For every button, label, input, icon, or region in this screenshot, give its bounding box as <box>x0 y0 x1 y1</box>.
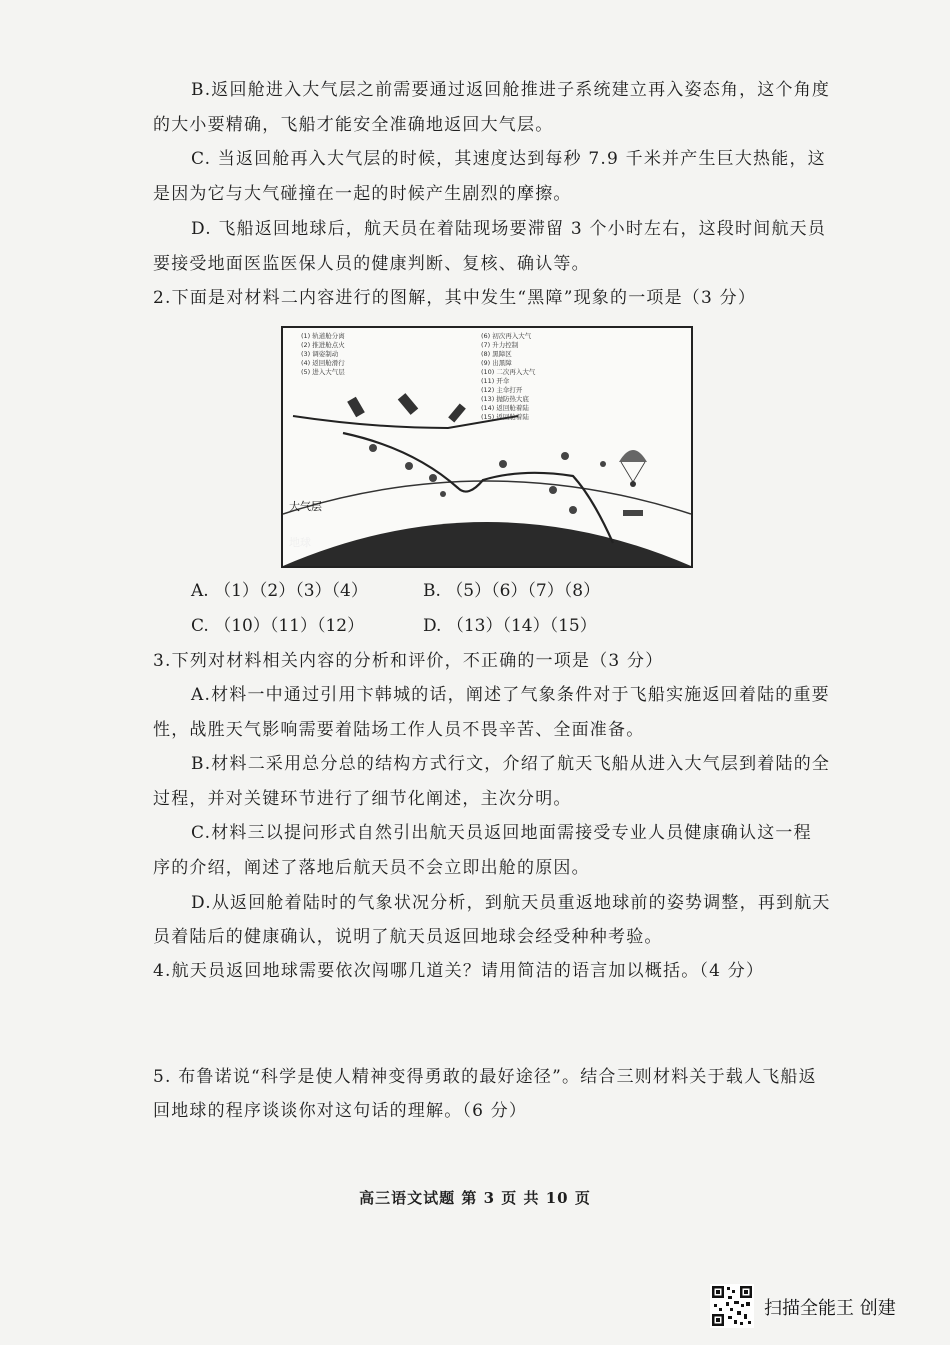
atmosphere-line <box>283 481 691 514</box>
question-5-stem-line2: 回地球的程序谈谈你对这句话的理解。（6 分） <box>153 1101 528 1121</box>
legend-item-7: (7) 升力控制 <box>481 341 519 349</box>
legend-item-4: (4) 返回舱滑行 <box>301 359 345 367</box>
q3-option-a-line2: 性，战胜天气影响需要着陆场工作人员不畏辛苦、全面准备。 <box>153 720 645 740</box>
legend-item-6: (6) 初次再入大气 <box>481 332 532 340</box>
legend-item-12: (12) 主伞打开 <box>481 386 523 394</box>
legend-item-5: (5) 进入大气层 <box>301 368 345 376</box>
q1-option-d-line2: 要接受地面医监医保人员的健康判断、复核、确认等。 <box>153 254 590 274</box>
legend-item-1: (1) 轨道舱分离 <box>301 332 345 340</box>
q1-option-b-line2: 的大小要精确，飞船才能安全准确地返回大气层。 <box>153 115 554 135</box>
q1-option-c-line1: C. 当返回舱再入大气层的时候，其速度达到每秒 7.9 千米并产生巨大热能，这 <box>191 149 826 169</box>
q1-option-d-line1: D. 飞船返回地球后，航天员在着陆现场要滞留 3 个小时左右，这段时间航天员 <box>191 219 827 239</box>
legend-item-3: (3) 调姿制动 <box>301 350 339 358</box>
watermark-text: 扫描全能王 创建 <box>764 1298 896 1319</box>
q1-option-b-line1: B.返回舱进入大气层之前需要通过返回舱推进子系统建立再入姿态角，这个角度 <box>191 80 831 100</box>
q2-option-d: D. （13）（14）（15） <box>423 616 597 636</box>
q3-option-c-line1: C.材料三以提问形式自然引出航天员返回地面需接受专业人员健康确认这一程 <box>191 823 812 843</box>
question-3-stem: 3.下列对材料相关内容的分析和评价，不正确的一项是（3 分） <box>153 651 664 671</box>
q3-option-a-line1: A.材料一中通过引用卞韩城的话，阐述了气象条件对于飞船实施返回着陆的重要 <box>191 685 830 705</box>
q2-option-a: A. （1）（2）（3）（4） <box>191 581 368 601</box>
parachute-icon <box>619 450 647 487</box>
q3-option-d-line2: 员着陆后的健康确认，说明了航天员返回地球会经受种种考验。 <box>153 927 663 947</box>
reentry-diagram <box>281 326 693 568</box>
legend-item-10: (10) 二次再入大气 <box>481 368 536 376</box>
landing-marker <box>623 510 643 516</box>
legend-item-13: (13) 抛防热大底 <box>481 395 529 403</box>
legend-item-15: (15) 返回舱着陆 <box>481 413 529 421</box>
q3-option-b-line2: 过程，并对关键环节进行了细节化阐述，主次分明。 <box>153 789 572 809</box>
qr-code-icon <box>710 1284 754 1328</box>
question-4-stem: 4.航天员返回地球需要依次闯哪几道关？请用简洁的语言加以概括。（4 分） <box>153 961 765 981</box>
q3-option-c-line2: 序的介绍，阐述了落地后航天员不会立即出舱的原因。 <box>153 858 590 878</box>
scanner-watermark <box>710 1284 920 1330</box>
page-footer: 高三语文试题 第 3 页 共 10 页 <box>359 1189 591 1207</box>
legend-item-8: (8) 黑障区 <box>481 350 512 358</box>
q1-option-c-line2: 是因为它与大气碰撞在一起的时候产生剧烈的摩擦。 <box>153 184 572 204</box>
q2-option-c: C. （10）（11）（12） <box>191 616 365 636</box>
legend-item-14: (14) 返回舱着陆 <box>481 404 529 412</box>
question-5-stem-line1: 5. 布鲁诺说“科学是使人精神变得勇敢的最好途径”。结合三则材料关于载人飞船返 <box>153 1067 817 1087</box>
spacecraft-icon <box>347 393 466 422</box>
q2-option-b: B. （5）（6）（7）（8） <box>423 581 601 601</box>
legend-item-11: (11) 开伞 <box>481 377 510 385</box>
earth-label: 地球 <box>289 536 311 549</box>
legend-item-9: (9) 出黑障 <box>481 359 512 367</box>
q3-option-d-line1: D.从返回舱着陆时的气象状况分析，到航天员重返地球前的姿势调整，再到航天 <box>191 893 831 913</box>
q3-option-b-line1: B.材料二采用总分总的结构方式行文，介绍了航天飞船从进入大气层到着陆的全 <box>191 754 831 774</box>
legend-item-2: (2) 推进舱点火 <box>301 341 345 349</box>
question-2-stem: 2.下面是对材料二内容进行的图解，其中发生“黑障”现象的一项是（3 分） <box>153 288 757 308</box>
atmosphere-label: 大气层 <box>289 500 322 513</box>
earth-shape <box>283 522 691 566</box>
